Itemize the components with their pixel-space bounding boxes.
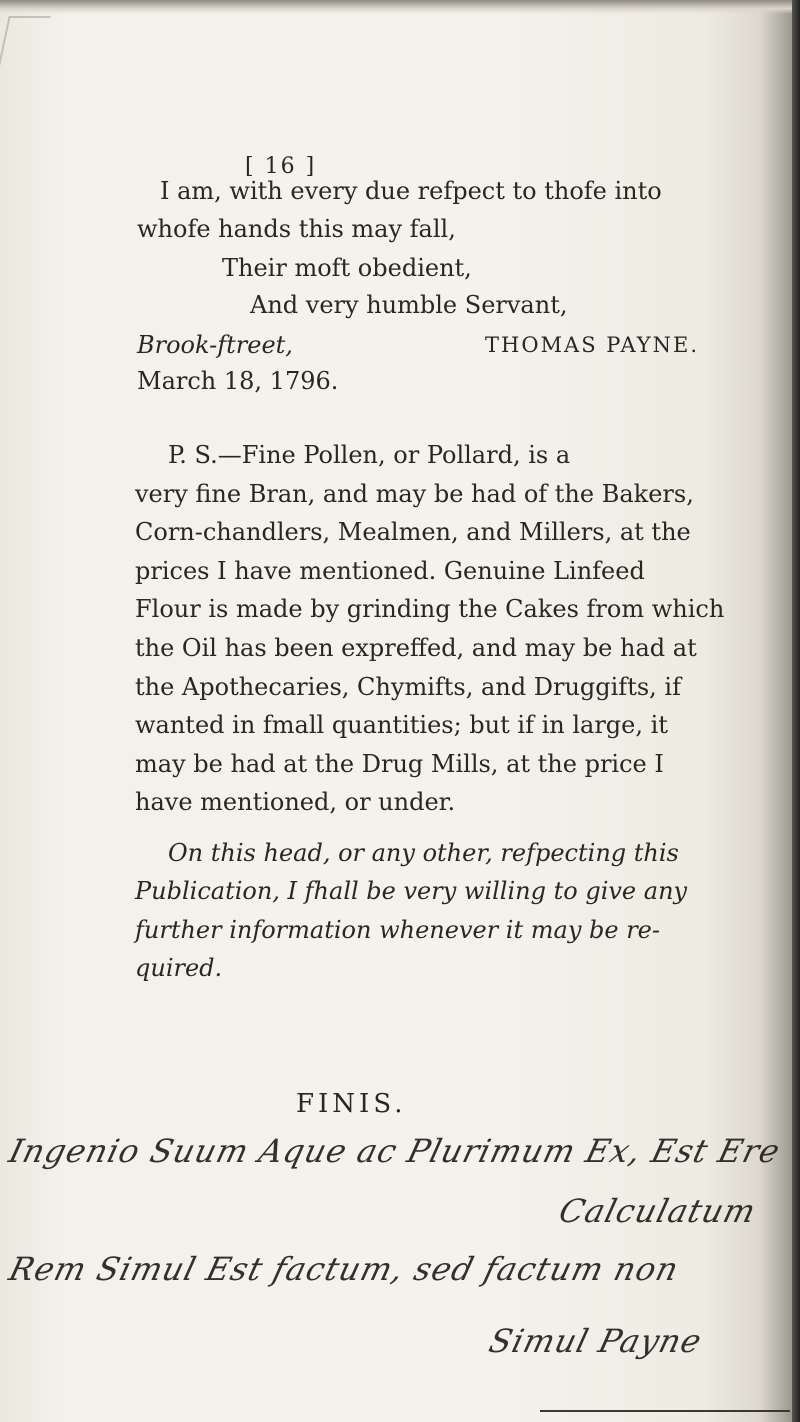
handwritten-line: Rem Simul Est factum, sed factum non bbox=[5, 1250, 683, 1288]
page-top-shadow bbox=[0, 0, 800, 14]
closing-line: Their moft obedient, bbox=[222, 254, 472, 282]
page-right-edge bbox=[792, 0, 800, 1422]
postscript-line: the Apothecaries, Chymifts, and Druggifts, if bbox=[135, 673, 681, 701]
postscript-line: very fine Bran, and may be had of the Bakers, bbox=[135, 480, 694, 508]
postscript-line: prices I have mentioned. Genuine Linfeed bbox=[135, 557, 645, 585]
closing-line: I am, with every due refpect to thofe into bbox=[160, 177, 662, 205]
postscript-line: Corn-chandlers, Mealmen, and Millers, at the bbox=[135, 518, 691, 546]
note-line: On this head, or any other, refpecting this bbox=[168, 839, 679, 867]
postscript-line: wanted in fmall quantities; but if in large, it bbox=[135, 711, 668, 739]
finis-heading: FINIS. bbox=[296, 1089, 407, 1119]
handwritten-line: Calculatum bbox=[555, 1192, 761, 1230]
postscript-line: may be had at the Drug Mills, at the price I bbox=[135, 750, 664, 778]
signature-name: THOMAS PAYNE. bbox=[485, 333, 700, 357]
closing-line: whofe hands this may fall, bbox=[137, 215, 456, 243]
note-line: further information whenever it may be re- bbox=[135, 916, 660, 944]
page-number: [ 16 ] bbox=[245, 154, 317, 179]
page-corner-mark bbox=[0, 16, 51, 98]
page-bottom-line bbox=[540, 1410, 790, 1412]
postscript-line: have mentioned, or under. bbox=[135, 788, 456, 816]
closing-line: And very humble Servant, bbox=[250, 291, 568, 319]
postscript-line: P. S.—Fine Pollen, or Pollard, is a bbox=[168, 441, 571, 469]
handwritten-line: Ingenio Suum Aque ac Plurimum Ex, Est Ere bbox=[5, 1132, 785, 1170]
postscript-line: Flour is made by grinding the Cakes from which bbox=[135, 595, 725, 623]
note-line: Publication, I fhall be very willing to give any bbox=[135, 877, 688, 905]
note-line: quired. bbox=[135, 954, 223, 982]
signature-date: March 18, 1796. bbox=[137, 367, 339, 395]
handwritten-line: Simul Payne bbox=[485, 1322, 707, 1360]
postscript-line: the Oil has been expreffed, and may be had at bbox=[135, 634, 697, 662]
signature-place: Brook-ftreet, bbox=[137, 331, 293, 359]
